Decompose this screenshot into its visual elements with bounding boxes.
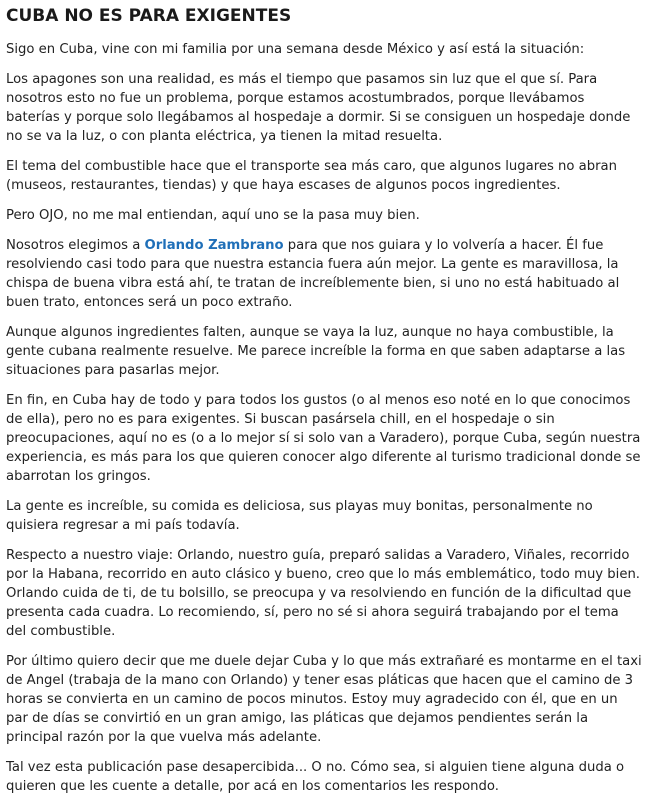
mention-link-orlando[interactable]: Orlando Zambrano xyxy=(144,238,284,253)
post-paragraph-resuelve: Aunque algunos ingredientes falten, aunque se vaya la luz, aunque no haya combustible, la gente cubana realmente resuelve. Me parece increíble la forma en que saben adaptarse a las situaciones para pasarlas mejor. xyxy=(6,325,626,378)
paragraph-text-before-mention: Nosotros elegimos a xyxy=(6,238,145,253)
post-paragraph-intro: Sigo en Cuba, vine con mi familia por una semana desde México y así está la situación: xyxy=(6,42,585,57)
post-paragraph-ojo: Pero OJO, no me mal entiendan, aquí uno se la pasa muy bien. xyxy=(6,208,420,223)
paragraph-text-after-mention: para que nos guiara y lo volvería a hacer. Él fue resolviendo casi todo para que nuestra estancia fuera aún mejor. La gente es maravillosa, la chispa de buena vibra está ahí, te tratan de increíblemente bien, si uno no está habituado al buen trato, entonces será un poco extraño. xyxy=(6,238,620,310)
post-paragraph-en-fin: En fin, en Cuba hay de todo y para todos los gustos (o al menos eso noté en lo que conocimos de ella), pero no es para exigentes. Si buscan pasársela chill, en el hospedaje o sin preocupaciones, aquí no es (o a lo mejor sí si solo van a Varadero), porque Cuba, según nuestra experiencia, es más para los que quieren conocer algo diferente al turismo tradicional donde se abarrotan los gringos. xyxy=(6,393,641,484)
post-content xyxy=(6,0,642,796)
post-paragraph-combustible: El tema del combustible hace que el transporte sea más caro, que algunos lugares no abran (museos, restaurantes, tiendas) y que haya escases de algunos pocos ingredientes. xyxy=(6,159,617,193)
post-paragraph-viaje: Respecto a nuestro viaje: Orlando, nuestro guía, preparó salidas a Varadero, Viñales, recorrido por la Habana, recorrido en auto clásico y bueno, creo que lo más emblemático, todo muy bien. Orlando cuida de ti, de tu bolsillo, se preocupa y va resolviendo en función de la dificultad que presenta cada cuadra. Lo recomiendo, sí, pero no sé si ahora seguirá trabajando por el tema del combustible. xyxy=(6,548,641,639)
post-paragraph-angel: Por último quiero decir que me duele dejar Cuba y lo que más extrañaré es montarme en el taxi de Angel (trabaja de la mano con Orlando) y tener esas pláticas que hacen que el camino de 3 horas se convierta en un camino de pocos minutos. Estoy muy agradecido con él, que en un par de días se convirtió en un gran amigo, las pláticas que dejamos pendientes serán la principal razón por la que vuelva más adelante. xyxy=(6,654,642,745)
post-paragraph-cierre: Tal vez esta publicación pase desapercibida... O no. Cómo sea, si alguien tiene alguna duda o quieren que les cuente a detalle, por acá en los comentarios les respondo. xyxy=(6,760,625,794)
post-title: CUBA NO ES PARA EXIGENTES xyxy=(6,6,292,26)
post-paragraph-gente: La gente es increíble, su comida es deliciosa, sus playas muy bonitas, personalmente no quisiera regresar a mi país todavía. xyxy=(6,499,593,533)
post-paragraph-apagones: Los apagones son una realidad, es más el tiempo que pasamos sin luz que el que sí. Para nosotros esto no fue un problema, porque estamos acostumbrados, porque llevábamos baterías y porque solo llegábamos al hospedaje a dormir. Si se consiguen un hospedaje donde no se va la luz, o con planta eléctrica, ya tienen la mitad resuelta. xyxy=(6,72,631,144)
post-paragraph-guia xyxy=(6,236,642,312)
